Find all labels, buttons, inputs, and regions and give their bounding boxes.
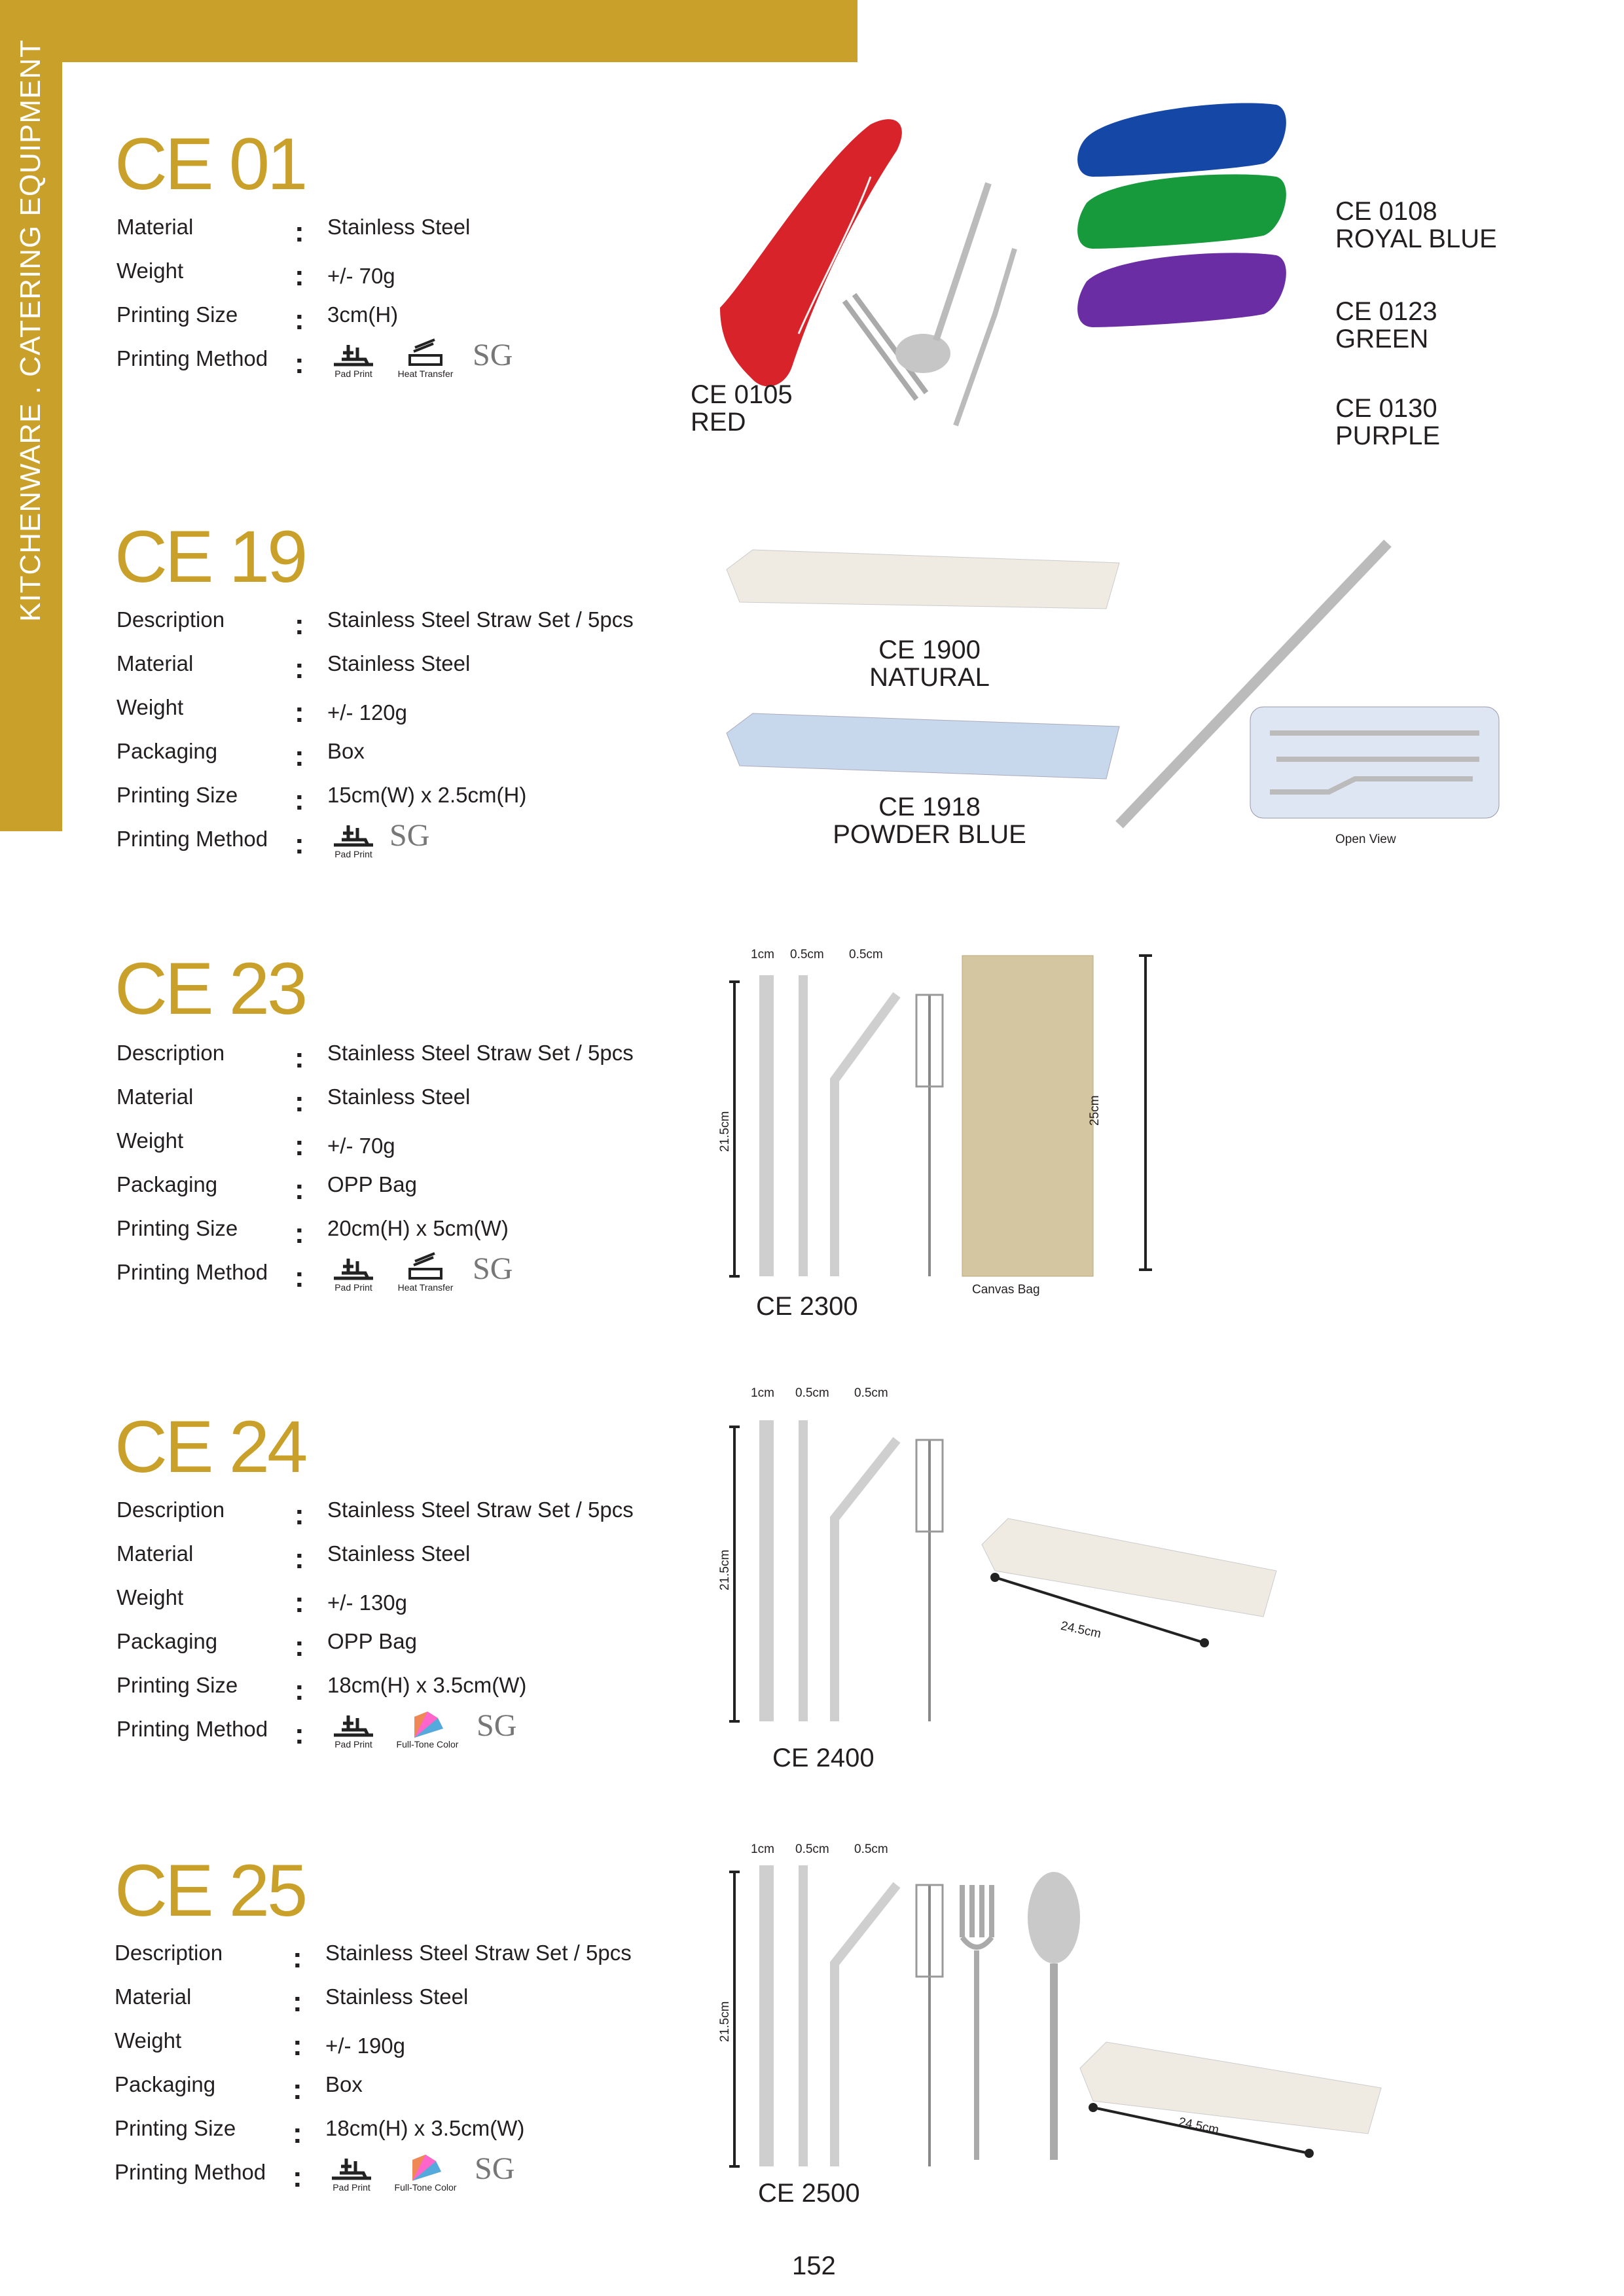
spec-table bbox=[117, 215, 693, 390]
item-code: CE 2300 bbox=[756, 1292, 858, 1321]
top-accent-bar bbox=[0, 0, 857, 62]
dimension-label: 0.5cm bbox=[854, 1842, 888, 1856]
pad-print-method: Pad Print bbox=[327, 1252, 380, 1293]
dimension-label: 21.5cm bbox=[718, 1549, 732, 1590]
spec-row-material: Material : Stainless Steel bbox=[117, 1541, 471, 1575]
product-code: CE 24 bbox=[115, 1406, 306, 1488]
heat-transfer-icon bbox=[401, 338, 450, 368]
variant-color: RED bbox=[691, 408, 746, 437]
side-accent-bar bbox=[0, 0, 62, 831]
sg-mark: SG bbox=[389, 818, 430, 853]
sg-mark: SG bbox=[473, 1251, 513, 1286]
heat-transfer-icon bbox=[401, 1252, 450, 1282]
dimension-label: 24.5cm bbox=[1177, 2115, 1220, 2138]
spec-table bbox=[115, 1941, 691, 2204]
variant-color: PURPLE bbox=[1335, 422, 1441, 450]
variant-color: ROYAL BLUE bbox=[1335, 224, 1497, 253]
printing-methods bbox=[327, 1252, 602, 1291]
image-note: Canvas Bag bbox=[972, 1283, 1040, 1297]
variant-code: CE 0123 bbox=[1335, 297, 1437, 326]
straw-set-illustration bbox=[727, 1401, 1316, 1741]
spec-row-weight: Weight : +/- 70g bbox=[117, 259, 395, 292]
spec-row-printing-method: Printing Method : Pad Print Full-Tone Color SG bbox=[117, 1717, 693, 1761]
spec-row-material: Material : Stainless Steel bbox=[117, 651, 471, 685]
spec-row-printing-size: Printing Size : 3cm(H) bbox=[117, 302, 399, 336]
variant-color: POWDER BLUE bbox=[833, 820, 1026, 849]
variant-code: CE 0105 bbox=[691, 380, 793, 409]
pad-print-icon bbox=[329, 338, 378, 368]
sg-mark: SG bbox=[473, 338, 513, 372]
spec-row-material: Material : Stainless Steel bbox=[117, 215, 471, 248]
variant-color: GREEN bbox=[1335, 325, 1429, 353]
full-tone-method: Full-Tone Color bbox=[385, 1709, 470, 1749]
color-fan-icon bbox=[408, 1709, 447, 1739]
product-code: CE 19 bbox=[115, 516, 306, 598]
pad-print-method: Pad Print bbox=[325, 2152, 378, 2193]
spec-row-printing-method: Printing Method : Pad Print Heat Transfer SG bbox=[117, 346, 693, 390]
pad-print-icon bbox=[329, 819, 378, 849]
dimension-label: 0.5cm bbox=[849, 948, 883, 961]
spec-row-printing-size: Printing Size : 15cm(W) x 2.5cm(H) bbox=[117, 783, 527, 816]
full-tone-method: Full-Tone Color bbox=[383, 2152, 468, 2193]
spec-row-weight: Weight : +/- 190g bbox=[115, 2028, 406, 2062]
dimension-label: 1cm bbox=[751, 948, 774, 961]
spec-row-description: Description : Stainless Steel Straw Set / 5pcs bbox=[117, 607, 634, 641]
spec-row-material: Material : Stainless Steel bbox=[115, 1984, 469, 2018]
straw-cutlery-set-illustration bbox=[727, 1859, 1381, 2186]
pad-print-method: Pad Print bbox=[327, 819, 380, 859]
sg-mark: SG bbox=[475, 2151, 515, 2186]
printing-methods bbox=[327, 338, 602, 378]
spec-row-printing-size: Printing Size : 20cm(H) x 5cm(W) bbox=[117, 1216, 509, 1249]
item-code: CE 2500 bbox=[758, 2179, 860, 2208]
spec-row-description: Description : Stainless Steel Straw Set / 5pcs bbox=[115, 1941, 632, 1974]
dimension-label: 0.5cm bbox=[795, 1386, 829, 1400]
spec-row-printing-method: Printing Method : Pad Print SG bbox=[117, 827, 693, 870]
spec-row-printing-size: Printing Size : 18cm(H) x 3.5cm(W) bbox=[117, 1673, 527, 1706]
product-code: CE 25 bbox=[115, 1850, 306, 1931]
spec-row-packaging: Packaging : Box bbox=[115, 2072, 363, 2106]
dimension-label: 25cm bbox=[1088, 1095, 1102, 1126]
dimension-label: 1cm bbox=[751, 1386, 774, 1400]
sg-mark: SG bbox=[477, 1708, 517, 1743]
printing-methods bbox=[327, 1709, 602, 1748]
dimension-label: 0.5cm bbox=[854, 1386, 888, 1400]
item-code: CE 2400 bbox=[772, 1744, 875, 1772]
variant-code: CE 0108 bbox=[1335, 197, 1437, 226]
dimension-label: 21.5cm bbox=[718, 2001, 732, 2042]
pad-print-method: Pad Print bbox=[327, 338, 380, 379]
spec-table bbox=[117, 1041, 693, 1304]
spec-table bbox=[117, 607, 693, 870]
spec-row-printing-method: Printing Method : Pad Print Full-Tone Color SG bbox=[115, 2160, 691, 2204]
dimension-label: 21.5cm bbox=[718, 1111, 732, 1152]
heat-transfer-method: Heat Transfer bbox=[386, 338, 465, 379]
spec-row-description: Description : Stainless Steel Straw Set / 5pcs bbox=[117, 1041, 634, 1074]
spec-row-printing-size: Printing Size : 18cm(H) x 3.5cm(W) bbox=[115, 2116, 525, 2149]
pad-print-icon bbox=[329, 1252, 378, 1282]
heat-transfer-method: Heat Transfer bbox=[386, 1252, 465, 1293]
dimension-label: 24.5cm bbox=[1059, 1619, 1102, 1641]
spec-row-packaging: Packaging : OPP Bag bbox=[117, 1629, 417, 1662]
product-code: CE 01 bbox=[115, 123, 306, 205]
variant-color: NATURAL bbox=[869, 663, 990, 692]
spec-row-weight: Weight : +/- 130g bbox=[117, 1585, 408, 1619]
variant-code: CE 1900 bbox=[878, 636, 981, 664]
side-title: KITCHENWARE . CATERING EQUIPMENT bbox=[14, 39, 46, 622]
printing-methods bbox=[327, 819, 602, 858]
spec-row-weight: Weight : +/- 70g bbox=[117, 1128, 395, 1162]
spec-row-packaging: Packaging : Box bbox=[117, 739, 365, 772]
page-number: 152 bbox=[792, 2251, 836, 2280]
dimension-label: 0.5cm bbox=[790, 948, 824, 961]
spec-row-weight: Weight : +/- 120g bbox=[117, 695, 408, 728]
spec-table bbox=[117, 1498, 693, 1761]
color-fan-icon bbox=[406, 2152, 445, 2182]
spec-row-material: Material : Stainless Steel bbox=[117, 1085, 471, 1118]
printing-methods bbox=[325, 2152, 600, 2191]
pad-print-method: Pad Print bbox=[327, 1709, 380, 1749]
spec-row-packaging: Packaging : OPP Bag bbox=[117, 1172, 417, 1206]
spec-row-printing-method: Printing Method : Pad Print Heat Transfer SG bbox=[117, 1260, 693, 1304]
pad-print-icon bbox=[329, 1709, 378, 1739]
variant-code: CE 0130 bbox=[1335, 394, 1437, 423]
variant-code: CE 1918 bbox=[878, 793, 981, 821]
image-note: Open View bbox=[1335, 833, 1396, 846]
product-code: CE 23 bbox=[115, 948, 306, 1030]
straw-set-illustration bbox=[727, 942, 1119, 1283]
dimension-label: 1cm bbox=[751, 1842, 774, 1856]
pad-print-icon bbox=[327, 2152, 376, 2182]
spec-row-description: Description : Stainless Steel Straw Set / 5pcs bbox=[117, 1498, 634, 1531]
dimension-label: 0.5cm bbox=[795, 1842, 829, 1856]
